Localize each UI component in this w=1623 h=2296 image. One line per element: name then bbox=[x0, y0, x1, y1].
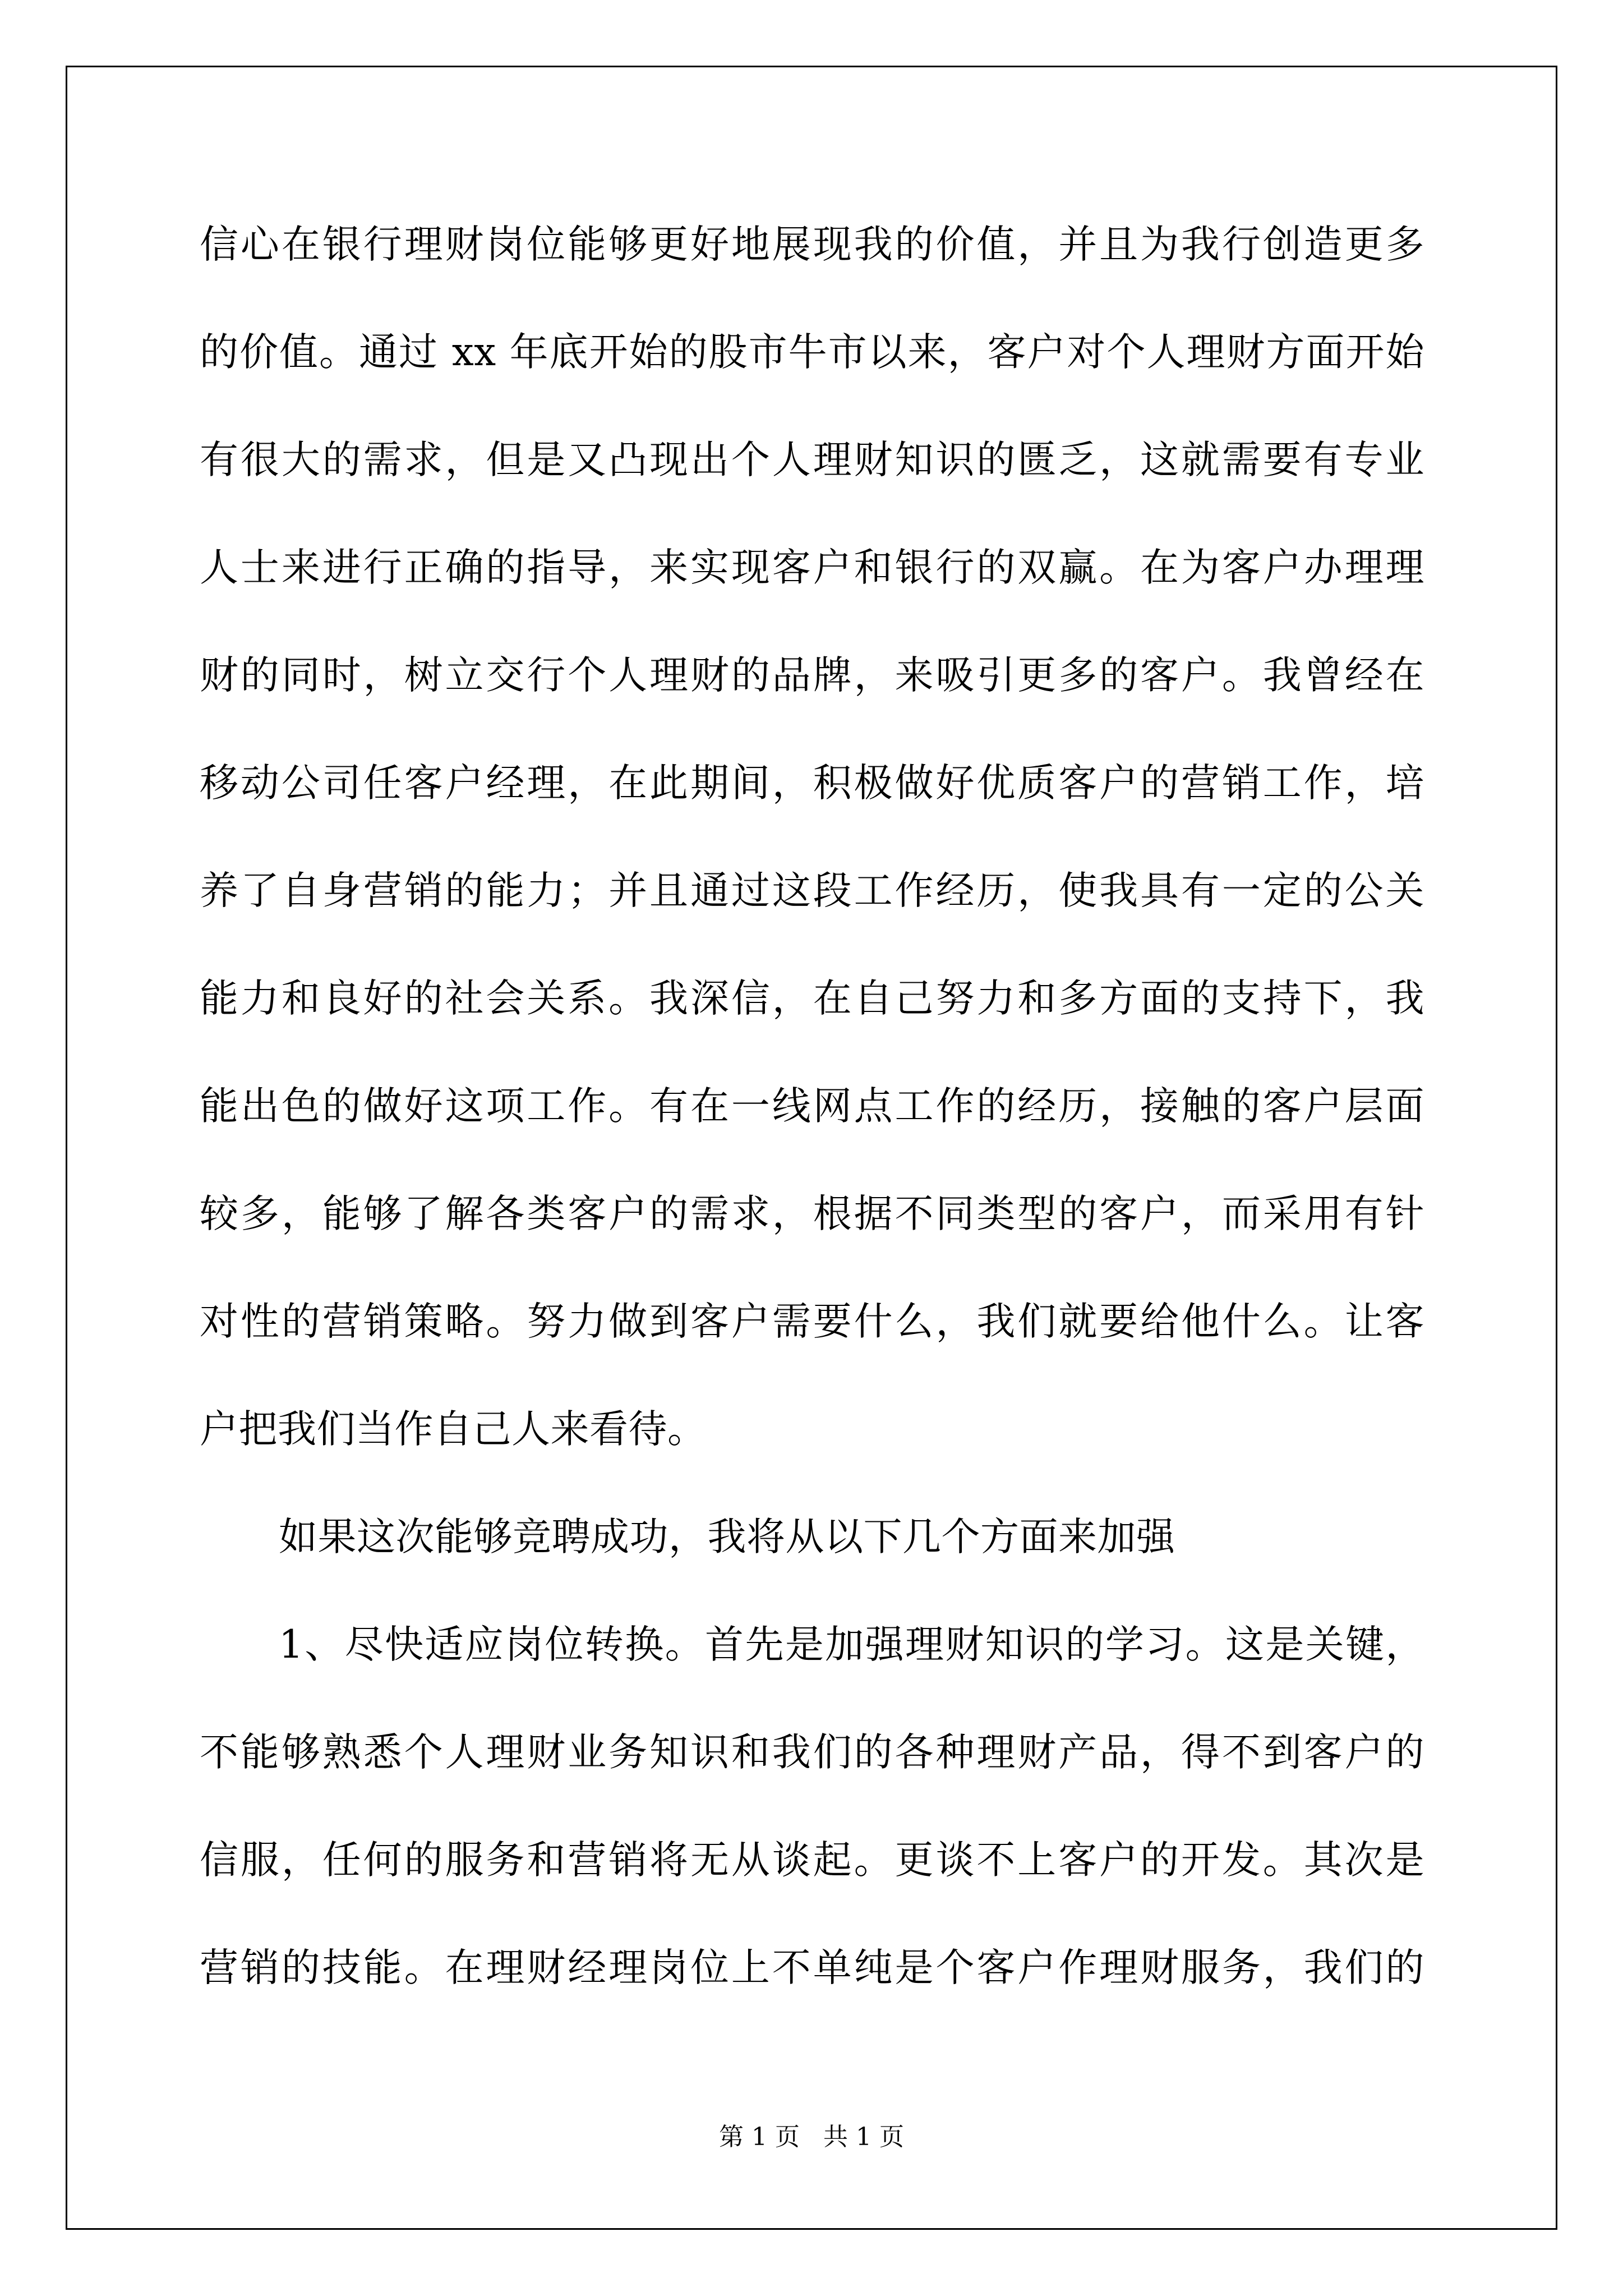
text-line-7: 养了自身营销的能力；并且通过这段工作经历，使我具有一定的公关 bbox=[200, 868, 1424, 913]
text-line-3: 有很大的需求，但是又凸现出个人理财知识的匮乏，这就需要有专业 bbox=[200, 438, 1424, 482]
text-line-1: 信心在银行理财岗位能够更好地展现我的价值，并且为我行创造更多 bbox=[200, 222, 1424, 267]
text-line-4: 人士来进行正确的指导，来实现客户和银行的双赢。在为客户办理理 bbox=[200, 545, 1424, 590]
text-line-11: 对性的营销策略。努力做到客户需要什么，我们就要给他什么。让客 bbox=[200, 1299, 1424, 1344]
text-line-15: 不能够熟悉个人理财业务知识和我们的各种理财产品，得不到客户的 bbox=[200, 1730, 1424, 1775]
text-line-8: 能力和良好的社会关系。我深信，在自己努力和多方面的支持下，我 bbox=[200, 976, 1424, 1021]
page-border bbox=[66, 66, 1557, 2230]
text-line-2: 的价值。通过 xx 年底开始的股市牛市以来，客户对个人理财方面开始 bbox=[200, 330, 1424, 375]
text-line-10: 较多，能够了解各类客户的需求，根据不同类型的客户，而采用有针 bbox=[200, 1191, 1424, 1236]
text-line-5: 财的同时，树立交行个人理财的品牌，来吸引更多的客户。我曾经在 bbox=[200, 653, 1424, 698]
text-line-17: 营销的技能。在理财经理岗位上不单纯是个客户作理财服务，我们的 bbox=[200, 1945, 1424, 1990]
text-line-9: 能出色的做好这项工作。有在一线网点工作的经历，接触的客户层面 bbox=[200, 1084, 1424, 1129]
page-footer: 第 1 页 共 1 页 bbox=[719, 2123, 904, 2151]
text-line-12: 户把我们当作自己人来看待。 bbox=[200, 1407, 707, 1452]
text-line-6: 移动公司任客户经理，在此期间，积极做好优质客户的营销工作，培 bbox=[200, 761, 1424, 806]
text-line-14: 1、尽快适应岗位转换。首先是加强理财知识的学习。这是关键， bbox=[279, 1622, 1424, 1667]
text-line-13: 如果这次能够竞聘成功，我将从以下几个方面来加强 bbox=[279, 1515, 1175, 1559]
text-line-16: 信服，任何的服务和营销将无从谈起。更谈不上客户的开发。其次是 bbox=[200, 1838, 1424, 1883]
